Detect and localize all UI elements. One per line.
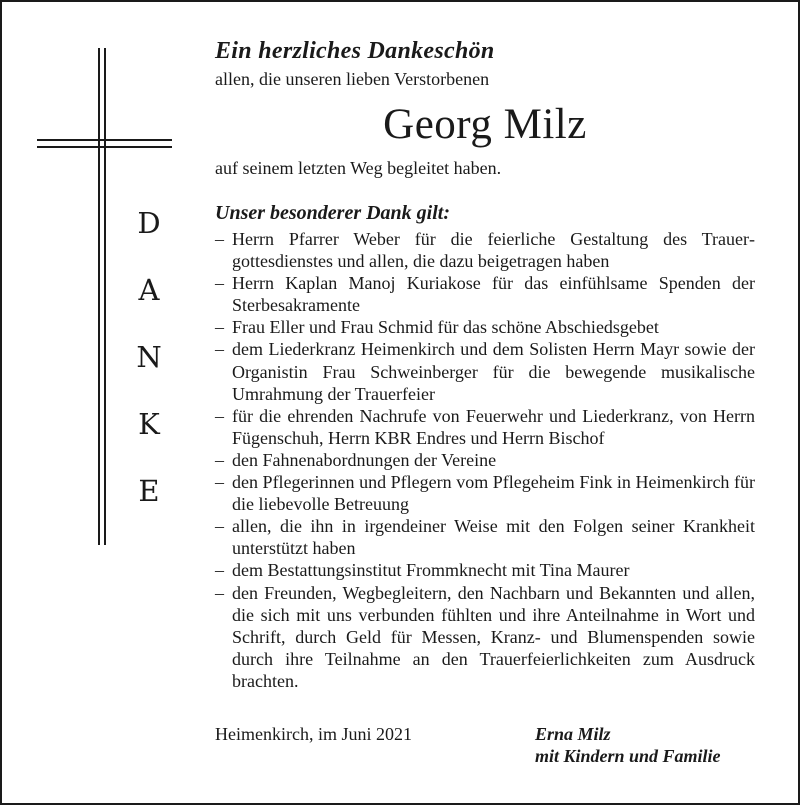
list-item: [215, 228, 755, 272]
dash-marker: –: [215, 317, 224, 338]
list-item: [215, 272, 755, 316]
danke-vertical-word: [129, 205, 169, 540]
list-item-text: den Fahnenabordnungen der Vereine: [232, 449, 497, 470]
cross-horizontal-line-bottom: [37, 146, 172, 148]
list-item: [215, 405, 755, 449]
list-item-text: den Freunden, Wegbegleitern, den Nachbarn und Bekannten und allen, die sich mit uns verbunden fühlten und ihre Anteilnahme in Wort und Schrift, durch Geld für Messen, Kranz- und Blumenspenden sowie durch ihre Teilnahme an den Trauerfeierlichkeiten zum Ausdruck brachten.: [232, 582, 755, 691]
after-name-line: auf seinem letzten Weg begleitet haben.: [215, 158, 502, 178]
list-item: [215, 449, 755, 471]
danke-letter: D: [137, 206, 161, 240]
dash-marker: –: [215, 229, 224, 249]
list-item: [215, 559, 755, 581]
dash-marker: –: [215, 560, 224, 581]
dash-marker: –: [215, 449, 224, 470]
cross-vertical-line-right: [104, 48, 106, 545]
dash-marker: –: [215, 339, 224, 360]
danke-letter: E: [138, 474, 160, 508]
place-date: Heimenkirch, im Juni 2021: [215, 724, 412, 744]
dash-marker: –: [215, 582, 224, 603]
list-item-text: Herrn Kaplan Manoj Kuriakose für das einfühlsame Spenden der Sterbesakramente: [232, 273, 755, 316]
thanks-heading: Unser besonderer Dank gilt:: [215, 202, 451, 224]
list-item: [215, 582, 755, 692]
notice-heading: Ein herzliches Dankeschön: [215, 38, 495, 64]
list-item: [215, 316, 755, 338]
cross-vertical-line-left: [98, 48, 100, 545]
dash-marker: –: [215, 472, 224, 493]
cross-horizontal-line-top: [37, 139, 172, 141]
dash-marker: –: [215, 273, 224, 294]
dash-marker: –: [215, 405, 224, 426]
list-item-text: den Pflegerinnen und Pflegern vom Pflegeheim Fink in Heimenkirch für die liebevolle Betreuung: [232, 472, 755, 515]
signature-family: mit Kindern und Familie: [535, 746, 721, 766]
list-item: [215, 515, 755, 559]
signature: [535, 723, 721, 767]
notice-content: [215, 34, 755, 692]
danke-letter: A: [138, 273, 160, 307]
list-item-text: Frau Eller und Frau Schmid für das schöne Abschiedsgebet: [232, 317, 659, 338]
deceased-name: Georg Milz: [383, 101, 587, 148]
list-item-text: Herrn Pfarrer Weber für die feierliche Gestaltung des Trauergottesdienstes und allen, die dazu beigetragen haben: [232, 229, 755, 272]
thanks-list: [215, 228, 755, 692]
list-item-text: dem Bestattungsinstitut Frommknecht mit Tina Maurer: [232, 560, 630, 581]
dash-marker: –: [215, 516, 224, 537]
list-item-text: dem Liederkranz Heimenkirch und dem Solisten Herrn Mayr sowie der Organistin Frau Schweinberger für die bewegende musikalische Umrahmung der Trauerfeier: [232, 339, 755, 404]
list-item: [215, 338, 755, 404]
list-item-text: allen, die ihn in irgendeiner Weise mit den Folgen seiner Krankheit unterstützt haben: [232, 516, 755, 559]
danke-letter: N: [136, 340, 162, 374]
list-item: [215, 471, 755, 515]
danke-letter: K: [138, 407, 160, 441]
notice-subline: allen, die unseren lieben Verstorbenen: [215, 69, 490, 89]
signature-name: Erna Milz: [535, 724, 611, 744]
list-item-text: für die ehrenden Nachrufe von Feuerwehr und Liederkranz, von Herrn Fügenschuh, Herrn KBR Endres und Herrn Bischof: [232, 405, 755, 448]
